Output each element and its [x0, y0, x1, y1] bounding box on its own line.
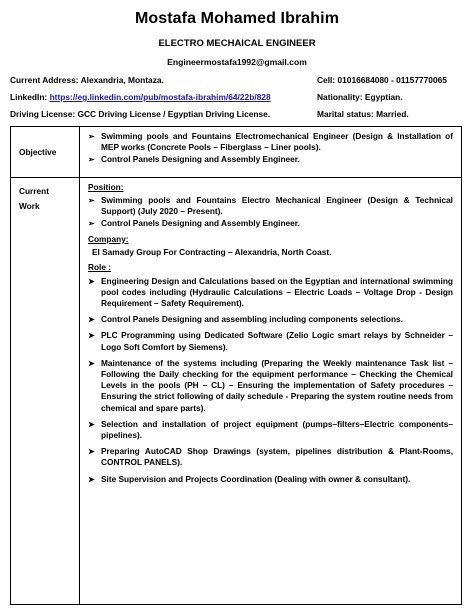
position-list: [88, 195, 453, 230]
current-work-row: [11, 178, 462, 605]
candidate-name: Mostafa Mohamed Ibrahim: [134, 10, 340, 27]
list-item: ➤ Control Panels Designing and assembling including components selections.: [88, 314, 403, 325]
list-item: ➤ PLC Programming using Dedicated Software (Zelio Logic smart relays by Schneider – Logo Soft Comfort by Siemens).: [88, 330, 453, 352]
driving-license: Driving License: GCC Driving License / Egyptian Driving License.: [10, 109, 271, 119]
job-title: ELECTRO MECHAICAL ENGINEER: [158, 38, 316, 49]
objective-content: [80, 127, 462, 178]
current-work-label-2: Work: [19, 201, 40, 211]
current-work-content: [80, 178, 462, 605]
nationality: Nationality: Egyptian.: [317, 92, 403, 102]
company-heading: Company:: [88, 233, 129, 244]
position-heading: Position:: [88, 182, 124, 192]
linkedin-label: LinkedIn:: [10, 92, 50, 102]
arrow-bullet-icon: ➢: [88, 219, 95, 229]
arrow-bullet-icon: ➢: [88, 155, 95, 165]
arrow-bullet-icon: ➤: [88, 419, 95, 429]
driving-row: [10, 109, 464, 119]
role-heading: Role :: [88, 261, 112, 272]
arrow-bullet-icon: ➤: [88, 276, 95, 286]
current-work-label-cell: [11, 178, 80, 605]
list-item: ➤ Engineering Design and Calculations based on the Egyptian and international swimming pool codes including (Hydraulic Calculations – Electric Loads – Voltage Drop - Design Requirement – Safety Requirement).: [88, 275, 453, 309]
list-item: ➢ Control Panels Designing and Assembly Engineer.: [88, 154, 300, 165]
arrow-bullet-icon: ➤: [88, 358, 95, 368]
address-row: [10, 75, 464, 85]
objective-list: [88, 131, 453, 166]
current-address: Current Address: Alexandria, Montaza.: [10, 75, 164, 85]
objective-row: [11, 127, 462, 178]
list-item: ➤ Selection and installation of project equipment (pumps–filters–Electric components–pipelines).: [88, 418, 453, 441]
arrow-bullet-icon: ➤: [88, 474, 95, 484]
list-item: ➢ Swimming pools and Fountains Electromechanical Engineer (Design & Installation of MEP works (Concrete Pools – Fiberglass – Liner pools).: [88, 131, 453, 153]
list-item: ➢ Swimming pools and Fountains Electro Mechanical Engineer (Design & Technical Support) (July 2020 – Present).: [88, 195, 453, 217]
cell-phone: Cell: 01016684080 - 01157770065: [317, 75, 447, 85]
cv-table: [10, 126, 462, 605]
arrow-bullet-icon: ➤: [88, 315, 95, 325]
linkedin-row: [10, 92, 464, 102]
linkedin-link[interactable]: https://eg.linkedin.com/pub/mostafa-ibrahim/64/22b/828: [49, 92, 271, 102]
list-item: ➤ Maintenance of the systems including (Preparing the Weekly maintenance Task list – Following the Daily checking for the equipment performance – Checking the Chemical Levels in the pools (PH – CL) – Ensuring the implementation of Safety procedures – Ensuring the strict following of daily schedule - Preparing the system routine needs from chemical and spare parts).: [88, 357, 453, 413]
email-address: Engineermostafa1992@gmail.com: [167, 57, 307, 67]
current-work-label-1: Current: [19, 186, 49, 196]
role-list: [88, 276, 453, 485]
list-item: ➤ Site Supervision and Projects Coordination (Dealing with owner & consultant).: [88, 473, 411, 484]
arrow-bullet-icon: ➤: [88, 331, 95, 341]
marital-status: Marital status: Married.: [317, 109, 409, 119]
list-item: ➢ Control Panels Designing and Assembly Engineer.: [88, 218, 300, 229]
arrow-bullet-icon: ➤: [88, 447, 95, 457]
company-name: El Samady Group For Contracting – Alexandria, North Coast.: [92, 246, 332, 257]
objective-label-cell: [11, 127, 80, 178]
arrow-bullet-icon: ➢: [88, 196, 95, 205]
objective-label: Objective: [19, 147, 57, 157]
arrow-bullet-icon: ➢: [88, 132, 95, 141]
list-item: ➤ Preparing AutoCAD Shop Drawings (system, pipelines distribution & Plant-Rooms, CONTROL PANELS).: [88, 446, 453, 468]
